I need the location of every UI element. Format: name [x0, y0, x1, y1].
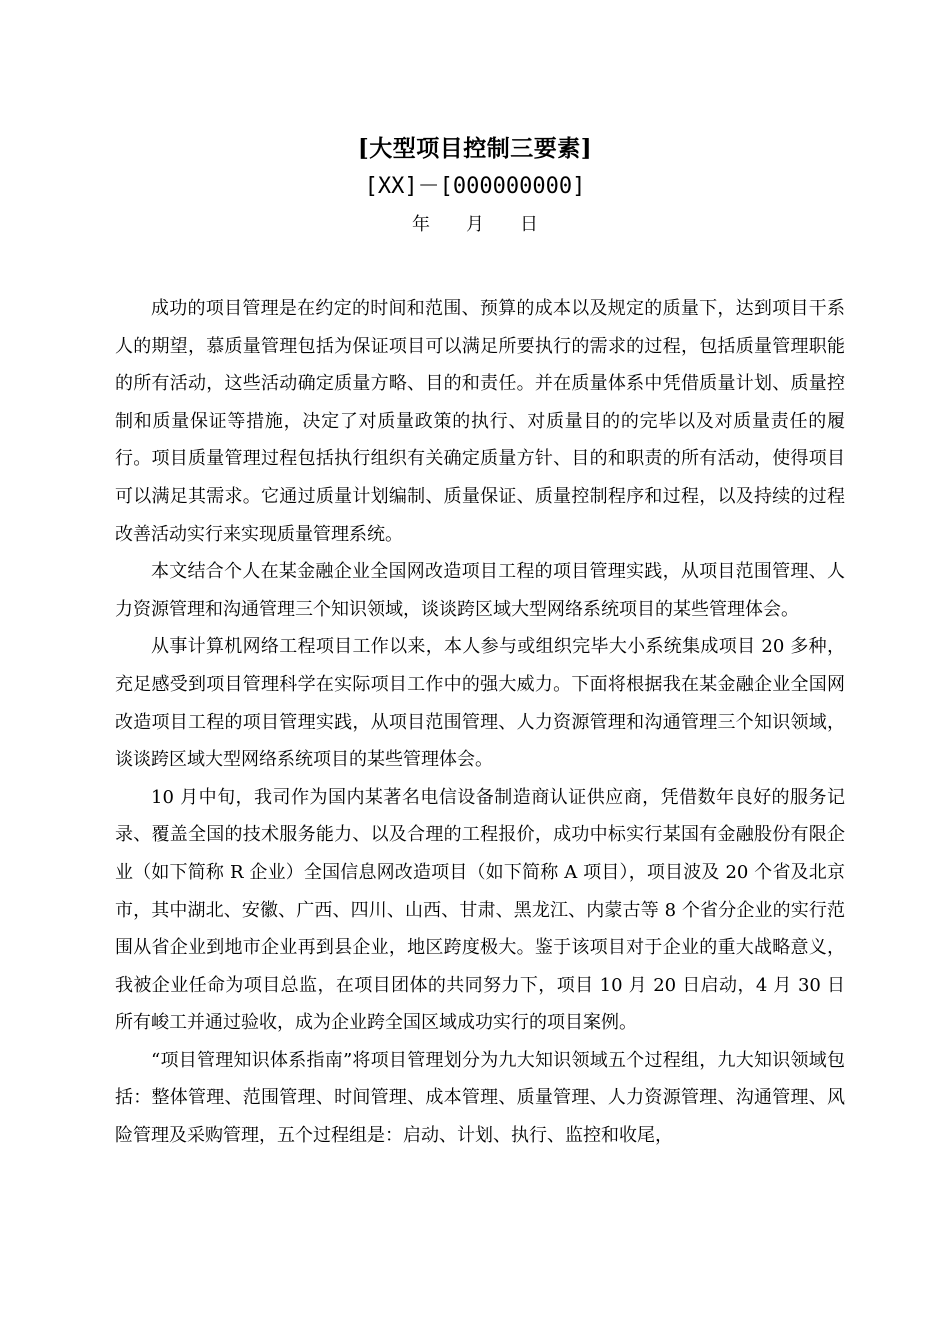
paragraph-intro: 成功的项目管理是在约定的时间和范围、预算的成本以及规定的质量下，达到项目干系人的期望，慕质量管理包括为保证项目可以满足所要执行的需求的过程，包括质量管理职能的所有活动，这些活动确定质量方略、目的和责任。并在质量体系中凭借质量计划、质量控制和质量保证等措施，决定了对质量政策的执行、对质量目的的完毕以及对质量责任的履行。项目质量管理过程包括执行组织有关确定质量方针、目的和职责的所有活动，使得项目可以满足其需求。它通过质量计划编制、质量保证、质量控制程序和过程，以及持续的过程改善活动实行来实现质量管理系统。 [115, 298, 845, 545]
document-body [115, 290, 845, 1155]
document-date [0, 210, 950, 240]
document-title: [大型项目控制三要素] [357, 135, 593, 162]
date-year-label: 年 [412, 214, 430, 235]
paragraph-pmbok: “项目管理知识体系指南”将项目管理划分为九大知识领域五个过程组，九大知识领域包括：整体管理、范围管理、时间管理、成本管理、质量管理、人力资源管理、沟通管理、风险管理及采购管理，五个过程组是：启动、计划、执行、监控和收尾， [115, 1049, 845, 1147]
document-code: [XX]－[000000000] [364, 174, 586, 199]
date-day-label: 日 [520, 214, 538, 235]
paragraph-experience: 从事计算机网络工程项目工作以来，本人参与或组织完毕大小系统集成项目 20 多种，充足感受到项目管理科学在实际项目工作中的强大威力。下面将根据我在某金融企业全国网改造项目工程的项目管理实践，从项目范围管理、人力资源管理和沟通管理三个知识领域，谈谈跨区域大型网络系统项目的某些管理体会。 [115, 636, 845, 771]
paragraph-project-background: 10 月中旬，我司作为国内某著名电信设备制造商认证供应商，凭借数年良好的服务记录、覆盖全国的技术服务能力、以及合理的工程报价，成功中标实行某国有金融股份有限企业（如下简称 R 企业）全国信息网改造项目（如下简称 A 项目），项目波及 20 个省及北京市，其中湖北、安徽、广西、四川、山西、甘肃、黑龙江、内蒙古等 8 个省分企业的实行范围从省企业到地市企业再到县企业，地区跨度极大。鉴于该项目对于企业的重大战略意义，我被企业任命为项目总监，在项目团体的共同努力下，项目 10 月 20 日启动，4 月 30 日所有峻工并通过验收，成为企业跨全国区域成功实行的项目案例。 [115, 786, 845, 1034]
date-month-label: 月 [466, 214, 484, 235]
paragraph-scope: 本文结合个人在某金融企业全国网改造项目工程的项目管理实践，从项目范围管理、人力资源管理和沟通管理三个知识领域，谈谈跨区域大型网络系统项目的某些管理体会。 [115, 561, 845, 620]
